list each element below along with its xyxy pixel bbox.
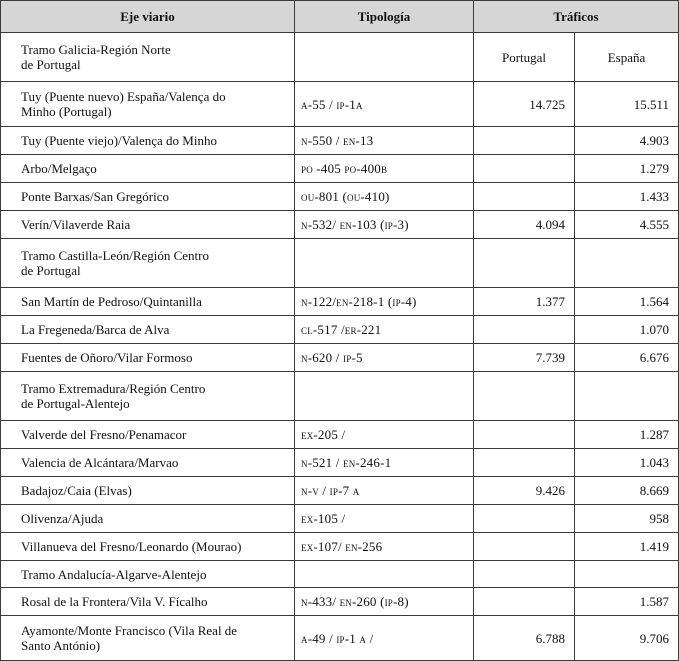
cell-tipologia: po -405 po-400b <box>295 155 474 183</box>
cell-portugal: 14.725 <box>474 82 575 127</box>
section-portugal-empty <box>474 239 575 288</box>
table-row <box>1 82 679 127</box>
cell-portugal: 7.739 <box>474 344 575 372</box>
table-row <box>1 155 679 183</box>
cell-portugal <box>474 588 575 616</box>
cell-portugal <box>474 127 575 155</box>
cell-espana: 1.043 <box>575 449 679 477</box>
table-row <box>1 183 679 211</box>
cell-line: Tuy (Puente viejo)/Valença do Minho <box>21 133 217 148</box>
section-title <box>1 239 295 288</box>
cell-eje <box>1 421 295 449</box>
cell-espana: 4.903 <box>575 127 679 155</box>
cell-espana: 1.564 <box>575 288 679 316</box>
cell-tipologia: n-433/ en-260 (ip-8) <box>295 588 474 616</box>
cell-tipologia: n-532/ en-103 (ip-3) <box>295 211 474 239</box>
cell-espana: 1.279 <box>575 155 679 183</box>
table-row <box>1 344 679 372</box>
cell-line: Villanueva del Fresno/Leonardo (Mourao) <box>21 539 242 554</box>
section-title <box>1 372 295 421</box>
cell-portugal <box>474 449 575 477</box>
cell-eje <box>1 316 295 344</box>
cell-tipologia: n-620 / ip-5 <box>295 344 474 372</box>
section-header-row <box>1 33 679 82</box>
cell-line: Tramo Castilla-León/Región Centro <box>21 248 209 263</box>
cell-espana: 15.511 <box>575 82 679 127</box>
cell-espana: 1.070 <box>575 316 679 344</box>
table-row <box>1 505 679 533</box>
subheader-espana: España <box>575 33 679 82</box>
cell-line: La Fregeneda/Barca de Alva <box>21 322 170 337</box>
table-row <box>1 316 679 344</box>
cell-line: Tramo Galicia-Región Norte <box>21 42 171 57</box>
cell-espana: 1.587 <box>575 588 679 616</box>
section-header-row <box>1 239 679 288</box>
cell-tipologia: ou-801 (ou-410) <box>295 183 474 211</box>
cell-line: Badajoz/Caia (Elvas) <box>21 483 132 498</box>
cell-line: Valverde del Fresno/Penamacor <box>21 427 187 442</box>
header-tipologia: Tipología <box>295 1 474 33</box>
cell-tipologia: ex-107/ en-256 <box>295 533 474 561</box>
cell-tipologia: ex-205 / <box>295 421 474 449</box>
section-espana-empty <box>575 239 679 288</box>
section-espana-empty <box>575 561 679 588</box>
section-tipologia-empty <box>295 239 474 288</box>
cell-eje <box>1 183 295 211</box>
cell-line: Ponte Barxas/San Gregórico <box>21 189 170 204</box>
cell-eje <box>1 588 295 616</box>
cell-line: Verín/Vilaverde Raia <box>21 217 131 232</box>
table-row <box>1 288 679 316</box>
table-row <box>1 533 679 561</box>
cell-line: Valencia de Alcántara/Marvao <box>21 455 179 470</box>
cell-tipologia: a-49 / ip-1 a / <box>295 616 474 661</box>
cell-portugal: 6.788 <box>474 616 575 661</box>
cell-line: de Portugal <box>21 263 81 278</box>
cell-espana: 1.287 <box>575 421 679 449</box>
cell-line: Tramo Extremadura/Región Centro <box>21 381 206 396</box>
cell-espana: 1.419 <box>575 533 679 561</box>
cell-line: Ayamonte/Monte Francisco (Vila Real de <box>21 623 238 638</box>
cell-line: Tramo Andalucía-Algarve-Alentejo <box>21 566 207 582</box>
cell-line: Minho (Portugal) <box>21 104 112 119</box>
cell-tipologia: a-55 / ip-1a <box>295 82 474 127</box>
cell-eje <box>1 127 295 155</box>
cell-espana: 1.433 <box>575 183 679 211</box>
table-row <box>1 421 679 449</box>
cell-eje <box>1 533 295 561</box>
cell-eje <box>1 616 295 661</box>
cell-espana: 4.555 <box>575 211 679 239</box>
table-row <box>1 588 679 616</box>
cell-espana: 8.669 <box>575 477 679 505</box>
cell-eje <box>1 211 295 239</box>
cell-portugal <box>474 183 575 211</box>
cell-tipologia: n-v / ip-7 a <box>295 477 474 505</box>
table-row <box>1 616 679 661</box>
cell-eje <box>1 477 295 505</box>
table-row <box>1 477 679 505</box>
cell-tipologia: cl-517 /er-221 <box>295 316 474 344</box>
cell-espana: 958 <box>575 505 679 533</box>
section-portugal-empty <box>474 372 575 421</box>
cell-eje <box>1 505 295 533</box>
cell-line: de Portugal <box>21 57 81 72</box>
cell-eje <box>1 344 295 372</box>
header-eje: Eje viario <box>1 1 295 33</box>
cell-portugal <box>474 505 575 533</box>
cell-portugal <box>474 155 575 183</box>
cell-line: Tuy (Puente nuevo) España/Valença do <box>21 89 226 104</box>
section-portugal-empty <box>474 561 575 588</box>
cell-portugal <box>474 533 575 561</box>
table-row <box>1 127 679 155</box>
cell-portugal: 4.094 <box>474 211 575 239</box>
table-row <box>1 449 679 477</box>
cell-tipologia: n-521 / en-246-1 <box>295 449 474 477</box>
cell-line: Rosal de la Frontera/Vila V. Fícalho <box>21 594 208 609</box>
cell-line: San Martín de Pedroso/Quintanilla <box>21 294 202 309</box>
cell-eje <box>1 155 295 183</box>
cell-portugal: 1.377 <box>474 288 575 316</box>
section-tipologia-empty <box>295 561 474 588</box>
cell-portugal <box>474 316 575 344</box>
header-row <box>1 1 679 33</box>
section-espana-empty <box>575 372 679 421</box>
cell-eje <box>1 288 295 316</box>
cell-portugal: 9.426 <box>474 477 575 505</box>
section-title <box>1 33 295 82</box>
cell-tipologia: n-122/en-218-1 (ip-4) <box>295 288 474 316</box>
cell-line: Olivenza/Ajuda <box>21 511 104 526</box>
cell-line: Fuentes de Oñoro/Vilar Formoso <box>21 350 193 365</box>
cell-espana: 9.706 <box>575 616 679 661</box>
table-row <box>1 211 679 239</box>
section-header-row <box>1 561 679 588</box>
cell-espana: 6.676 <box>575 344 679 372</box>
header-traficos: Tráficos <box>474 1 679 33</box>
cell-line: Santo António) <box>21 638 101 653</box>
section-title <box>1 561 295 588</box>
section-header-row <box>1 372 679 421</box>
cell-tipologia: n-550 / en-13 <box>295 127 474 155</box>
subheader-portugal: Portugal <box>474 33 575 82</box>
cell-eje <box>1 82 295 127</box>
table-body <box>1 33 679 661</box>
cell-line: Arbo/Melgaço <box>21 161 97 176</box>
cell-tipologia: ex-105 / <box>295 505 474 533</box>
cell-eje <box>1 449 295 477</box>
section-tipologia-empty <box>295 372 474 421</box>
cell-line: de Portugal-Alentejo <box>21 396 130 411</box>
section-tipologia-empty <box>295 33 474 82</box>
cell-portugal <box>474 421 575 449</box>
